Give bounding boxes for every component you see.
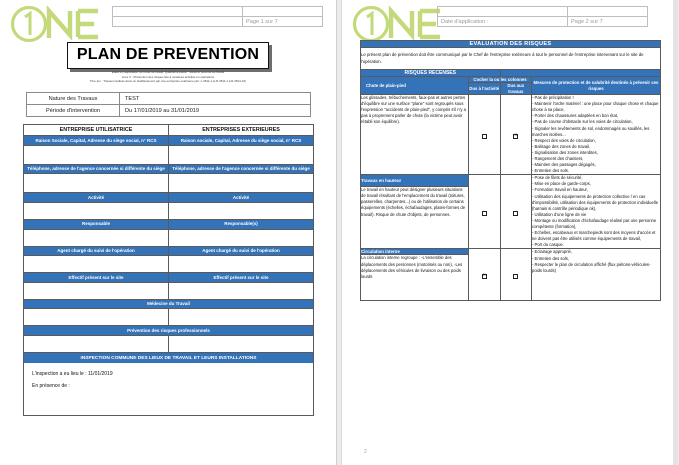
field-input-prevention-risques-left[interactable] — [24, 336, 169, 353]
page1-header-table — [112, 6, 323, 27]
measure-item: - Signalisation des zones interdites, — [532, 149, 598, 155]
field-input-effectif-left[interactable] — [24, 282, 169, 299]
col-header-risk-name: Chute de plain-pied — [361, 77, 469, 95]
checkbox-cell-dus-activite-2[interactable] — [469, 175, 501, 249]
table-row — [24, 273, 314, 283]
checkbox-dus-activite-3[interactable] — [482, 274, 487, 279]
table-row — [27, 93, 311, 105]
risk-measures-1 — [532, 95, 661, 175]
field-input-responsable-right[interactable] — [169, 229, 314, 246]
measure-item: - Utilisation d'une ligne de vie — [532, 211, 587, 217]
intervention-info-table — [26, 92, 311, 117]
field-label-raison-sociale-right: Raison sociale, Capital, Adresse du siège social, n° RCS — [169, 136, 314, 146]
field-input-responsable-left[interactable] — [24, 229, 169, 246]
table-row — [24, 299, 314, 309]
table-row-headers — [24, 125, 314, 136]
measure-item: - Montage ou modification d'échafaudage réalisé par une personne compétente (formation), — [532, 217, 657, 230]
field-label-raison-sociale-left: Raison Sociale, Capital, Adresse du siège social, n° RCS — [24, 136, 169, 146]
checkbox-dus-travaux-2[interactable] — [513, 211, 518, 216]
field-input-agent-suivi-right[interactable] — [169, 256, 314, 273]
table-row — [361, 41, 661, 48]
header-cell-title — [113, 7, 243, 17]
risk-row-chute-plain-pied — [361, 95, 661, 175]
checkbox-dus-travaux-1[interactable] — [513, 134, 518, 139]
col-header-entreprises-exterieures: ENTREPRISES EXTERIEURES — [169, 125, 314, 136]
table-row — [24, 193, 314, 203]
field-input-agent-suivi-left[interactable] — [24, 256, 169, 273]
evaluation-note: Le présent plan de prévention doit être communiqué par le Chef de l'entreprise extérieure à tout le personnel de l'entreprise intervenant sur le site de l'opération. — [361, 48, 661, 70]
checkbox-cell-dus-travaux-1[interactable] — [500, 95, 532, 175]
risques-recenses-spacer — [500, 70, 661, 77]
legal-line-3: Titre 1er : Travaux réalisés dans un établissement par une entreprise extérieure (art. L.4511-1 et R.4511-1 à R.4514-10) — [89, 79, 247, 83]
field-input-activite-right[interactable] — [169, 202, 314, 219]
legal-line-2: Livre V : Prévention des risques liés à certaines activités ou opérations — [121, 74, 215, 79]
measure-item: - Signaler les revêtements de sol, endommagés ou souillés, les marches isolées... — [532, 125, 650, 137]
page2-header-table — [437, 6, 648, 27]
checkbox-dus-travaux-3[interactable] — [513, 274, 518, 279]
measure-item: - Entretien des sols. — [532, 168, 570, 174]
header-cell-date — [113, 17, 243, 27]
field-label-prevention-risques: Prévention des risques professionnels — [24, 326, 314, 336]
risk-measures-3 — [532, 249, 661, 301]
table-row — [24, 282, 314, 299]
measure-item: - Echelles, escabeaux et marchepieds sont des moyens d'accès et ne doivent pas être utilisés comme équipements de travail, — [532, 230, 656, 242]
table-row — [361, 48, 661, 70]
table-row — [24, 353, 314, 416]
table-row — [24, 164, 314, 174]
table-row — [361, 70, 661, 77]
header-cell-date-application: Date d'application : — [438, 17, 568, 27]
checkbox-cell-dus-travaux-2[interactable] — [500, 175, 532, 249]
field-input-raison-sociale-left[interactable] — [24, 145, 169, 164]
col-header-mesures: Mesures de protection et de salubrité destinés à prévenir ces risques — [532, 77, 661, 95]
page-title: PLAN DE PREVENTION — [67, 42, 269, 69]
measure-item: - Maintenir l'ordre matériel : une place pour chaque chose et chaque chose à sa place, — [532, 101, 659, 113]
checkbox-cell-dus-activite-3[interactable] — [469, 249, 501, 301]
table-row — [24, 336, 314, 353]
one-logo — [8, 5, 104, 43]
header-cell-title-p2 — [438, 7, 568, 17]
table-row-headers — [361, 77, 661, 83]
measure-item: - Pose de filets de sécurité, — [532, 175, 583, 181]
field-input-telephone-left[interactable] — [24, 174, 169, 193]
inspection-body — [24, 363, 313, 415]
risk-name-2: Travaux en hauteur — [361, 175, 469, 187]
field-label-activite-right: Activité — [169, 193, 314, 203]
field-label-responsable-right: Responsable(s) — [169, 219, 314, 229]
measure-item: - Utilisation des équipements de protection collective / en cas d'impossibilité, utilisation des équipements de protection individuelle (harnais si contrôle périodique ok), — [532, 193, 659, 211]
field-input-effectif-right[interactable] — [169, 282, 314, 299]
measure-item: - Maintien des passages dégagés, — [532, 162, 596, 168]
header-cell-pagination-p2: Page 2 sur 7 — [568, 17, 648, 27]
table-row — [24, 309, 314, 326]
field-label-agent-suivi-right: Agent chargé du suivi de l'opération — [169, 246, 314, 256]
field-input-medecine-travail-left[interactable] — [24, 309, 169, 326]
field-label-medecine-travail: Médecine du Travail — [24, 299, 314, 309]
table-row — [24, 326, 314, 336]
measure-item: - Pas de course d'obstacle sur les voies de circulation, — [532, 119, 633, 125]
label-nature-travaux: Nature des Travaux — [27, 93, 120, 105]
measure-item: - Rangement des chantiers, — [532, 156, 584, 162]
value-periode-intervention[interactable]: Du 17/01/2019 au 31/01/2019 — [120, 105, 311, 117]
checkbox-cell-dus-activite-1[interactable] — [469, 95, 501, 175]
one-logo-page2 — [350, 5, 446, 43]
checkbox-dus-activite-2[interactable] — [482, 211, 487, 216]
col-header-entreprise-utilisatrice: ENTREPRISE UTILISATRICE — [24, 125, 169, 136]
col-header-dus-activite: Dus à l'activité — [469, 83, 501, 95]
field-label-effectif-right: Effectif présent sur le site — [169, 273, 314, 283]
inspection-band-label: INSPECTION COMMUNE DES LIEUX DE TRAVAIL ET LEURS INSTALLATIONS — [24, 353, 313, 363]
inspection-date-line: L'inspection a eu lieu le : 11/01/2019 — [32, 371, 113, 377]
field-input-activite-left[interactable] — [24, 202, 169, 219]
field-label-telephone-left: Téléphone, adresse de l'agence concernée si différente du siège — [24, 164, 169, 174]
value-nature-travaux[interactable]: TEST — [120, 93, 311, 105]
risk-subheader-row-travaux-hauteur — [361, 175, 661, 187]
measure-item: - Porter des chaussures adaptées en bon état, — [532, 113, 619, 119]
inspection-section — [24, 353, 314, 416]
page-marker: 2 — [364, 449, 367, 455]
table-row — [24, 219, 314, 229]
field-label-responsable-left: Responsable — [24, 219, 169, 229]
inspection-presence-line: En présence de : — [32, 382, 70, 389]
field-input-medecine-travail-right[interactable] — [169, 309, 314, 326]
table-row — [27, 105, 311, 117]
risk-name-3: Circulation interne — [361, 249, 469, 255]
table-row — [24, 229, 314, 246]
measure-item: - Respecter le plan de circulation affiché (flux piétons-véhicules-poids lourds) — [532, 261, 651, 273]
table-row — [24, 136, 314, 146]
table-row — [24, 256, 314, 273]
measure-item: - Formation travail en hauteur, — [532, 187, 588, 193]
evaluation-title: EVALUATION DES RISQUES — [361, 41, 661, 48]
risques-recenses-label: RISQUES RECENSES — [361, 70, 501, 77]
header-cell-blank — [243, 7, 323, 17]
field-label-activite-left: Activité — [24, 193, 169, 203]
measure-item: - Port du casque. — [532, 242, 564, 248]
risk-evaluation-table — [360, 40, 661, 301]
col-header-cocher: Cocher la ou les colonnes — [469, 77, 532, 83]
table-row — [24, 145, 314, 164]
checkbox-dus-activite-1[interactable] — [482, 134, 487, 139]
col-header-dus-travaux: Dus aux travaux — [500, 83, 532, 95]
label-periode-intervention: Période d'intervention — [27, 105, 120, 117]
table-row — [24, 174, 314, 193]
measure-item: - Entretien des sols, — [532, 255, 570, 261]
page-title-wrapper — [0, 42, 336, 69]
scrollbar-gutter[interactable] — [673, 0, 678, 465]
measure-item: - Mise en place de garde-corps, — [532, 181, 591, 187]
document-page-1 — [0, 0, 337, 465]
risk-description-1: Les glissades, trébuchements, faux-pas et autres pertes d'équilibre sur une surface "plane" sont regroupés sous l'expression "accidents de plain-pied", y compris s'il n'y a pas à proprement parler de chute (la victime peut avoir rétabli son équilibre). — [361, 95, 469, 175]
field-input-telephone-right[interactable] — [169, 174, 314, 193]
measure-item: - Eclairage approprié, — [532, 249, 573, 255]
risk-measures-2 — [532, 175, 661, 249]
field-label-effectif-left: Effectif présent sur le site — [24, 273, 169, 283]
risk-description-2: Le travail en hauteur peut désigner plusieurs situations de travail résultant de l'emplacement du travail (toitures, passerelles, charpentes...) ou de l'utilisation de certains équipements (échelles, échafaudages, plates-formes de travail). Risque de chute d'objets, de personnes. — [361, 187, 469, 249]
measure-item: - Pas de précipitation ! — [532, 95, 574, 101]
risk-description-3: La circulation interne regroupe : -L'ensemble des déplacements des personnes (motorisés ou non), -Les déplacements des véhicules de livraison ou des poids lourds — [361, 255, 469, 301]
measure-item: - Balisage des zones de travail, — [532, 143, 591, 149]
field-input-prevention-risques-right[interactable] — [169, 336, 314, 353]
field-label-agent-suivi-left: Agent chargé du suivi de l'opération — [24, 246, 169, 256]
field-input-raison-sociale-right[interactable] — [169, 145, 314, 164]
header-cell-blank-p2 — [568, 7, 648, 17]
checkbox-cell-dus-travaux-3[interactable] — [500, 249, 532, 301]
table-row — [24, 202, 314, 219]
field-label-telephone-right: Téléphone, adresse de l'agence concernée si différente du siège — [169, 164, 314, 174]
measure-item: - Respect des voies de circulation, — [532, 137, 596, 143]
legal-line-1: Etabli en application du Code du travail, Quatrième partie : Santé et sécurité au travail — [111, 70, 225, 74]
table-row — [24, 246, 314, 256]
document-page-2 — [341, 0, 678, 465]
header-cell-pagination: Page 1 sur 7 — [243, 17, 323, 27]
legal-reference — [0, 70, 337, 84]
companies-table — [23, 124, 314, 416]
